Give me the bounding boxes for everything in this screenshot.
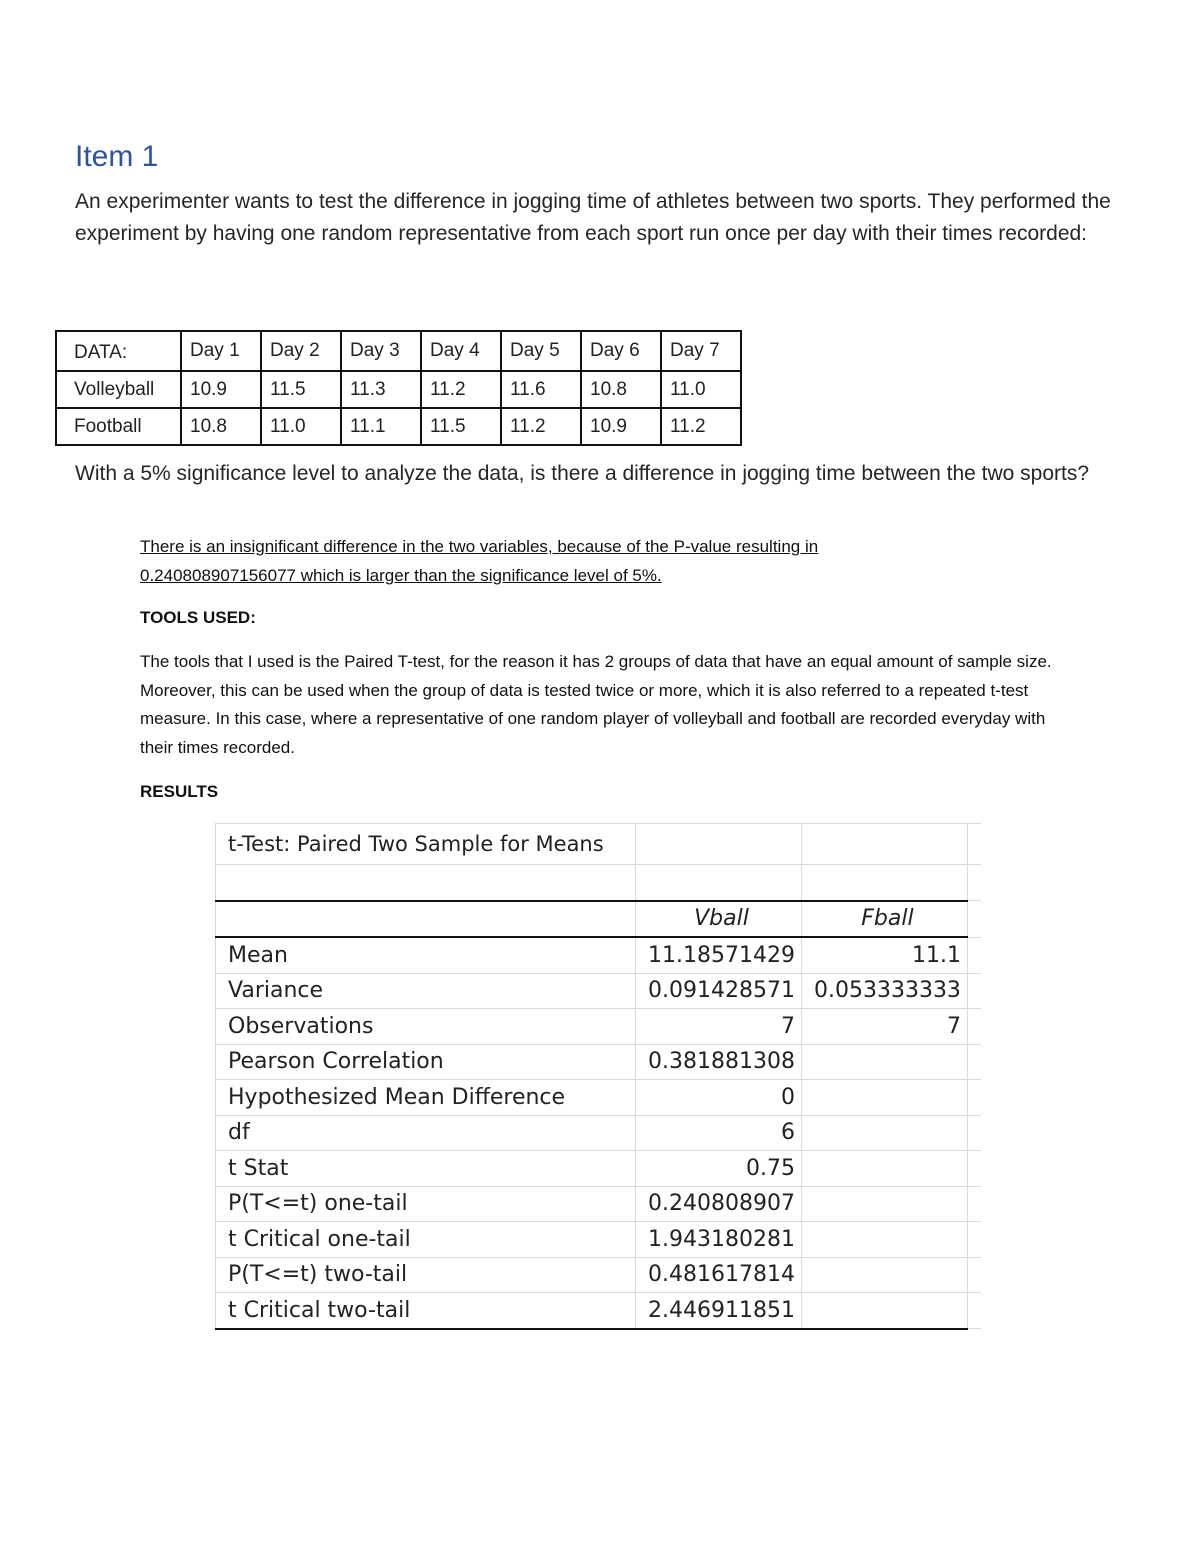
tools-heading: TOOLS USED:: [140, 608, 256, 627]
stat-value-vball: 0.240808907: [636, 1186, 802, 1222]
stat-label: Variance: [216, 973, 636, 1009]
stat-label: Pearson Correlation: [216, 1044, 636, 1080]
data-table-row: [56, 408, 741, 445]
results-table: [215, 823, 981, 1330]
data-cell: 10.9: [581, 408, 661, 445]
results-blank-row: [216, 865, 981, 901]
column-header-fball: Fball: [801, 901, 967, 938]
data-cell: 11.2: [661, 408, 741, 445]
results-row: [216, 1009, 981, 1045]
data-header-cell: Day 3: [341, 331, 421, 371]
stat-value-vball: 0.75: [636, 1151, 802, 1187]
data-table: [55, 330, 742, 446]
column-header-vball: Vball: [636, 901, 802, 938]
data-cell: 10.8: [181, 408, 261, 445]
stat-label: P(T<=t) one-tail: [216, 1186, 636, 1222]
stat-value-fball: [801, 1115, 967, 1151]
stat-value-fball: [801, 1293, 967, 1329]
data-cell: 11.0: [261, 408, 341, 445]
stat-value-fball: [801, 1222, 967, 1258]
stat-value-vball: 7: [636, 1009, 802, 1045]
results-row: [216, 1186, 981, 1222]
stat-label: t Stat: [216, 1151, 636, 1187]
data-cell: 11.5: [261, 371, 341, 408]
stat-value-vball: 0.091428571: [636, 973, 802, 1009]
results-heading: RESULTS: [140, 782, 219, 801]
results-row: [216, 973, 981, 1009]
stat-value-fball: [801, 1151, 967, 1187]
results-row: [216, 1044, 981, 1080]
results-row: [216, 1115, 981, 1151]
data-cell: 11.0: [661, 371, 741, 408]
stat-value-vball: 0.381881308: [636, 1044, 802, 1080]
stat-label: t Critical one-tail: [216, 1222, 636, 1258]
results-row: [216, 1151, 981, 1187]
data-header-cell: Day 2: [261, 331, 341, 371]
answer-line: There is an insignificant difference in the two variables, because of the P-value resulting in: [140, 537, 819, 556]
stat-label: t Critical two-tail: [216, 1293, 636, 1329]
stat-value-vball: 6: [636, 1115, 802, 1151]
stat-value-fball: [801, 1080, 967, 1116]
data-table-row: [56, 371, 741, 408]
stat-value-fball: 0.053333333: [801, 973, 967, 1009]
data-header-cell: Day 5: [501, 331, 581, 371]
stat-value-vball: 11.18571429: [636, 937, 802, 973]
data-header-cell: DATA:: [56, 331, 181, 371]
stat-value-vball: 0: [636, 1080, 802, 1116]
data-header-cell: Day 1: [181, 331, 261, 371]
results-title: t-Test: Paired Two Sample for Means: [216, 824, 636, 865]
results-column-header-row: [216, 901, 981, 938]
stat-value-fball: [801, 1186, 967, 1222]
question-paragraph: With a 5% significance level to analyze the data, is there a difference in jogging time between the two sports?: [75, 462, 1090, 485]
results-row: [216, 1080, 981, 1116]
stat-label: df: [216, 1115, 636, 1151]
stat-value-fball: 11.1: [801, 937, 967, 973]
tools-paragraph: The tools that I used is the Paired T-test, for the reason it has 2 groups of data that have an equal amount of sample size. Moreover, this can be used when the group of data is tested twice or more, which it is also referred to a repeated t-test measure. In this case, where a representative of one random player of volleyball and football are recorded everyday with their times recorded.: [140, 652, 1052, 757]
data-header-cell: Day 6: [581, 331, 661, 371]
intro-paragraph: An experimenter wants to test the difference in jogging time of athletes between two sports. They performed the experiment by having one random representative from each sport run once per day with their times recorded:: [75, 190, 1111, 245]
data-cell: 11.5: [421, 408, 501, 445]
stat-value-fball: [801, 1044, 967, 1080]
data-header-cell: Day 4: [421, 331, 501, 371]
stat-value-fball: 7: [801, 1009, 967, 1045]
results-row: [216, 1222, 981, 1258]
data-row-label: Football: [56, 408, 181, 445]
results-row: [216, 937, 981, 973]
data-cell: 11.1: [341, 408, 421, 445]
data-row-label: Volleyball: [56, 371, 181, 408]
stat-label: Observations: [216, 1009, 636, 1045]
stat-label: P(T<=t) two-tail: [216, 1257, 636, 1293]
stat-label: Mean: [216, 937, 636, 973]
data-cell: 11.2: [421, 371, 501, 408]
answer-line: 0.240808907156077 which is larger than the significance level of 5%.: [140, 566, 662, 585]
stat-value-vball: 1.943180281: [636, 1222, 802, 1258]
data-cell: 11.2: [501, 408, 581, 445]
stat-value-vball: 0.481617814: [636, 1257, 802, 1293]
stat-label: Hypothesized Mean Difference: [216, 1080, 636, 1116]
results-row: [216, 1257, 981, 1293]
data-cell: 10.8: [581, 371, 661, 408]
page-title: Item 1: [75, 140, 159, 173]
answer-text: [140, 532, 1040, 590]
data-table-header-row: [56, 331, 741, 371]
data-cell: 11.3: [341, 371, 421, 408]
results-title-row: [216, 824, 981, 865]
data-cell: 10.9: [181, 371, 261, 408]
stat-value-fball: [801, 1257, 967, 1293]
results-row: [216, 1293, 981, 1329]
data-cell: 11.6: [501, 371, 581, 408]
stat-value-vball: 2.446911851: [636, 1293, 802, 1329]
data-header-cell: Day 7: [661, 331, 741, 371]
